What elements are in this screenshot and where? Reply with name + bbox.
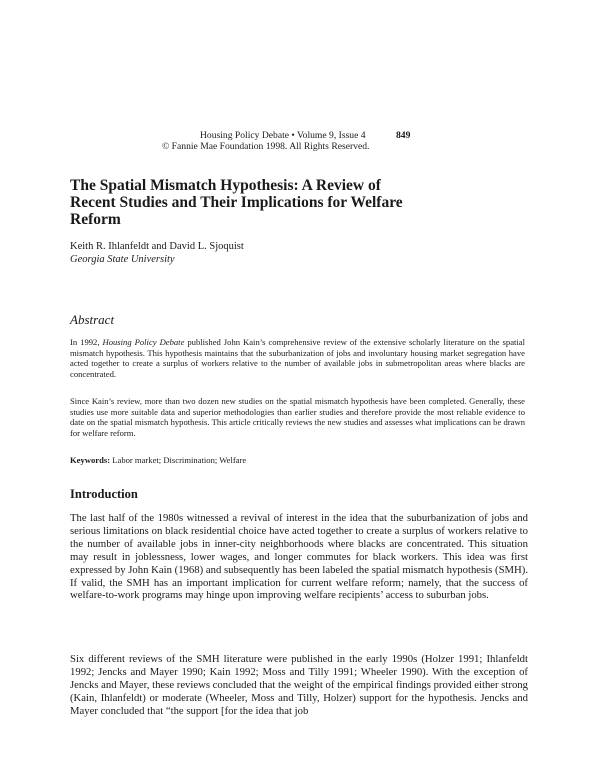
keywords-label: Keywords:	[70, 455, 111, 465]
author-block	[70, 240, 244, 266]
abstract-p1-start: In 1992,	[70, 337, 103, 347]
journal-name: Housing Policy Debate	[102, 337, 185, 347]
keywords-list: Labor market; Discrimination; Welfare	[110, 455, 247, 465]
abstract-paragraph-2: Since Kain’s review, more than two dozen new studies on the spatial mismatch hypothesis have been completed. Generally, these studies use more suitable data and superior methodologies than earlier studies and therefore provide the most reliable evidence to date on the spatial mismatch hypothesis. This article critically reviews the new studies and assesses what implications can be drawn for welfare reform.	[70, 396, 525, 438]
copyright-notice: © Fannie Mae Foundation 1998. All Rights Reserved.	[162, 141, 370, 152]
introduction-paragraph-1: The last half of the 1980s witnessed a revival of interest in the idea that the suburbanization of jobs and serious limitations on black residential choice have acted together to create a surplus of workers relative to the number of available jobs in inner-city neighborhoods where blacks are concentrated. This situation may result in joblessness, lower wages, and longer commutes for black workers. This idea was first expressed by John Kain (1968) and subsequently has been labeled the spatial mismatch hypothesis (SMH). If valid, the SMH has an important implication for current welfare reform; namely, that the success of welfare-to-work programs may hinge upon improving welfare recipients’ access to suburban jobs.	[70, 512, 528, 602]
abstract-paragraph-1	[70, 337, 525, 379]
page-number: 849	[396, 130, 411, 141]
abstract-heading: Abstract	[70, 312, 115, 327]
author-names: Keith R. Ihlanfeldt and David L. Sjoquist	[70, 241, 244, 252]
keywords	[70, 455, 246, 466]
section-heading-introduction: Introduction	[70, 487, 138, 501]
introduction-paragraph-2: Six different reviews of the SMH literature were published in the early 1990s (Holzer 1991; Ihlanfeldt 1992; Jencks and Mayer 1990; Kain 1992; Moss and Tilly 1991; Wheeler 1990). With the exception of Jencks and Mayer, these reviews concluded that the weight of the empirical findings provided either strong (Kain, Ihlanfeldt) or moderate (Wheeler, Moss and Tilly, Holzer) support for the hypothesis. Jencks and Mayer concluded that “the support [for the idea that job	[70, 653, 528, 717]
journal-issue: Housing Policy Debate • Volume 9, Issue 4	[200, 130, 366, 141]
abstract-p1-rest: published John Kain’s comprehensive review of the extensive scholarly literature on the spatial mismatch hypothesis. This hypothesis maintains that the suburbanization of jobs and involuntary housing market segregation have acted together to create a surplus of workers relative to the number of available jobs in submetropolitan areas where blacks are concentrated.	[70, 337, 525, 379]
article-title: The Spatial Mismatch Hypothesis: A Review of Recent Studies and Their Implications for Welfare Reform	[70, 177, 403, 228]
author-affiliation: Georgia State University	[70, 254, 175, 265]
